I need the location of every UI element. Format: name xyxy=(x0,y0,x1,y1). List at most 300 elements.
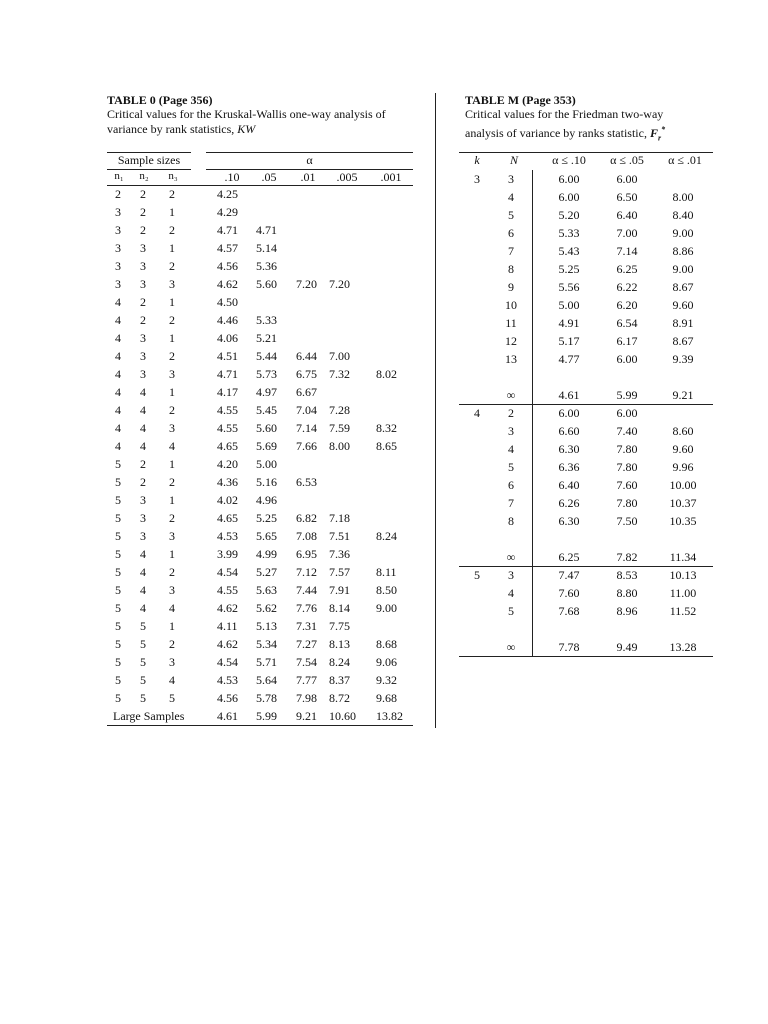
fr-critical-value-cell: 6.26 xyxy=(558,496,580,510)
fr-critical-value-cell: 10.37 xyxy=(669,496,697,510)
fr-table-row xyxy=(465,440,713,458)
kw-critical-value-cell: 4.99 xyxy=(256,547,277,561)
kw-col-n3: n₃ xyxy=(168,170,178,182)
kw-critical-value-cell: 7.36 xyxy=(329,547,350,561)
kw-large-label: Large Samples xyxy=(113,709,185,723)
kw-sample-size-cell: 5 xyxy=(115,493,121,507)
kw-sample-size-cell: 3 xyxy=(169,655,175,669)
fr-n-cell: 10 xyxy=(505,298,517,312)
kw-header-alpha: α xyxy=(306,153,313,167)
kw-sample-size-cell: 3 xyxy=(169,367,175,381)
kw-critical-value-cell: 5.25 xyxy=(256,511,277,525)
kw-sample-size-cell: 3 xyxy=(115,223,121,237)
kw-critical-value-cell: 5.60 xyxy=(256,277,277,291)
fr-table-row xyxy=(465,260,713,278)
kw-critical-value-cell: 8.14 xyxy=(329,601,350,615)
kw-critical-value-cell: 7.04 xyxy=(296,403,317,417)
kw-sample-size-cell: 5 xyxy=(115,565,121,579)
kw-critical-value-cell: 4.50 xyxy=(217,295,238,309)
kw-sample-size-cell: 2 xyxy=(169,511,175,525)
kw-critical-value-cell: 7.08 xyxy=(296,529,317,543)
kw-sample-size-cell: 3 xyxy=(140,331,146,345)
kw-sample-size-cell: 4 xyxy=(140,439,146,453)
kw-critical-value-cell: 4.29 xyxy=(217,205,238,219)
kw-large-a01: 9.21 xyxy=(296,709,317,723)
kw-critical-value-cell: 4.71 xyxy=(217,223,238,237)
kw-critical-value-cell: 6.82 xyxy=(296,511,317,525)
kw-sample-size-cell: 1 xyxy=(169,493,175,507)
fr-critical-value-cell: 5.00 xyxy=(558,298,580,312)
fr-table-row xyxy=(465,494,713,512)
kw-sample-size-cell: 1 xyxy=(169,295,175,309)
fr-n-cell: 6 xyxy=(508,478,514,492)
fr-critical-value-cell: 13.28 xyxy=(669,640,697,654)
kw-table-row xyxy=(107,383,413,401)
kw-critical-value-cell: 5.69 xyxy=(256,439,277,453)
fr-col-k: k xyxy=(474,153,480,167)
fr-critical-value-cell: 6.36 xyxy=(558,460,580,474)
kw-critical-value-cell: 5.73 xyxy=(256,367,277,381)
kw-sample-size-cell: 2 xyxy=(169,187,175,201)
kw-table-row xyxy=(107,653,413,671)
fr-table-row xyxy=(465,386,713,404)
fr-critical-value-cell: 6.00 xyxy=(616,406,638,420)
kw-critical-value-cell: 4.54 xyxy=(217,565,238,579)
fr-critical-value-cell: 10.13 xyxy=(669,568,697,582)
fr-k-cell: 3 xyxy=(474,172,480,186)
kw-sample-size-cell: 3 xyxy=(140,241,146,255)
fr-critical-value-cell: 5.43 xyxy=(558,244,580,258)
kw-sample-size-cell: 3 xyxy=(140,493,146,507)
kw-critical-value-cell: 5.64 xyxy=(256,673,277,687)
kw-sample-size-cell: 1 xyxy=(169,385,175,399)
kw-sample-size-cell: 1 xyxy=(169,241,175,255)
kw-critical-value-cell: 8.72 xyxy=(329,691,350,705)
fr-table-header xyxy=(465,152,713,170)
kw-critical-value-cell: 6.53 xyxy=(296,475,317,489)
fr-critical-value-cell: 7.82 xyxy=(616,550,638,564)
kw-sample-size-cell: 3 xyxy=(115,277,121,291)
kw-table-row xyxy=(107,581,413,599)
kw-critical-value-cell: 7.54 xyxy=(296,655,317,669)
fr-critical-value-cell: 8.86 xyxy=(672,244,694,258)
kw-critical-value-cell: 8.32 xyxy=(376,421,397,435)
kw-sample-size-cell: 2 xyxy=(169,223,175,237)
kw-sample-size-cell: 3 xyxy=(140,367,146,381)
kw-table-row xyxy=(107,275,413,293)
fr-critical-value-cell: 9.60 xyxy=(672,298,694,312)
fr-critical-value-cell: 10.35 xyxy=(669,514,697,528)
kw-sample-size-cell: 5 xyxy=(115,547,121,561)
kw-critical-value-cell: 5.60 xyxy=(256,421,277,435)
kw-sample-size-cell: 1 xyxy=(169,547,175,561)
fr-table-row xyxy=(465,548,713,566)
kw-col-a01: .01 xyxy=(300,170,316,184)
fr-critical-value-cell: 7.47 xyxy=(558,568,580,582)
fr-col-n: N xyxy=(509,153,518,167)
fr-critical-value-cell: 6.25 xyxy=(558,550,580,564)
fr-col-a01: α ≤ .01 xyxy=(668,153,702,167)
kw-sample-size-cell: 2 xyxy=(169,637,175,651)
fr-critical-value-cell: 7.60 xyxy=(558,586,580,600)
kw-col-n2: n₂ xyxy=(139,170,149,182)
kw-critical-value-cell: 4.62 xyxy=(217,277,238,291)
fr-table xyxy=(465,152,713,657)
fr-table-row xyxy=(465,350,713,368)
kw-critical-value-cell: 4.06 xyxy=(217,331,238,345)
fr-n-cell: 5 xyxy=(508,460,514,474)
kw-critical-value-cell: 8.24 xyxy=(329,655,350,669)
fr-statistic-symbol: $F_r^*$ xyxy=(649,125,666,143)
kw-critical-value-cell: 7.28 xyxy=(329,403,350,417)
kw-critical-value-cell: 7.18 xyxy=(329,511,350,525)
kw-sample-size-cell: 5 xyxy=(169,691,175,705)
kw-critical-value-cell: 9.68 xyxy=(376,691,397,705)
fr-col-a05: α ≤ .05 xyxy=(610,153,644,167)
fr-table-row xyxy=(465,530,713,548)
fr-critical-value-cell: 8.00 xyxy=(672,190,694,204)
kw-sample-size-cell: 3 xyxy=(140,511,146,525)
fr-critical-value-cell: 10.00 xyxy=(669,478,697,492)
fr-critical-value-cell: 5.17 xyxy=(558,334,580,348)
fr-table-row xyxy=(465,422,713,440)
fr-critical-value-cell: 5.56 xyxy=(558,280,580,294)
fr-n-cell: 3 xyxy=(508,568,514,582)
kw-critical-value-cell: 7.51 xyxy=(329,529,350,543)
fr-critical-value-cell: 6.00 xyxy=(558,190,580,204)
fr-table-row xyxy=(465,638,713,656)
fr-critical-value-cell: 8.40 xyxy=(672,208,694,222)
kw-sample-size-cell: 5 xyxy=(115,637,121,651)
kw-critical-value-cell: 8.00 xyxy=(329,439,350,453)
kw-critical-value-cell: 5.78 xyxy=(256,691,277,705)
kw-critical-value-cell: 8.11 xyxy=(376,565,397,579)
kw-sample-size-cell: 5 xyxy=(140,655,146,669)
kw-critical-value-cell: 5.13 xyxy=(256,619,277,633)
kw-table-row xyxy=(107,563,413,581)
kw-critical-value-cell: 7.77 xyxy=(296,673,317,687)
kw-critical-value-cell: 4.55 xyxy=(217,403,238,417)
kw-sample-size-cell: 5 xyxy=(115,583,121,597)
kw-sample-size-cell: 4 xyxy=(115,439,121,453)
kw-large-a10: 4.61 xyxy=(217,709,238,723)
fr-critical-value-cell: 6.00 xyxy=(558,172,580,186)
kw-critical-value-cell: 4.02 xyxy=(217,493,238,507)
fr-n-cell: 6 xyxy=(508,226,514,240)
kw-sample-size-cell: 3 xyxy=(169,421,175,435)
kw-sample-size-cell: 2 xyxy=(169,259,175,273)
kw-sample-size-cell: 1 xyxy=(169,457,175,471)
fr-n-cell: 4 xyxy=(508,190,514,204)
fr-n-cell: 12 xyxy=(505,334,517,348)
kw-sample-size-cell: 2 xyxy=(169,565,175,579)
kw-sample-size-cell: 4 xyxy=(169,601,175,615)
kw-critical-value-cell: 4.71 xyxy=(217,367,238,381)
kw-critical-value-cell: 4.51 xyxy=(217,349,238,363)
kw-table-body xyxy=(107,185,413,707)
kw-critical-value-cell: 4.54 xyxy=(217,655,238,669)
kw-col-a001: .001 xyxy=(380,170,402,184)
fr-critical-value-cell: 6.40 xyxy=(558,478,580,492)
fr-critical-value-cell: 8.80 xyxy=(616,586,638,600)
fr-critical-value-cell: 7.80 xyxy=(616,460,638,474)
kw-critical-value-cell: 5.65 xyxy=(256,529,277,543)
kw-table-row xyxy=(107,599,413,617)
kw-table-row xyxy=(107,365,413,383)
fr-table-row xyxy=(465,296,713,314)
fr-critical-value-cell: 8.91 xyxy=(672,316,694,330)
fr-critical-value-cell: 5.25 xyxy=(558,262,580,276)
kw-sample-size-cell: 5 xyxy=(115,655,121,669)
kw-col-a05: .05 xyxy=(261,170,277,184)
kw-critical-value-cell: 7.00 xyxy=(329,349,350,363)
fr-table-row xyxy=(465,242,713,260)
kw-sample-size-cell: 4 xyxy=(115,403,121,417)
kw-sample-size-cell: 2 xyxy=(169,475,175,489)
kw-sample-size-cell: 5 xyxy=(115,457,121,471)
kw-sample-size-cell: 5 xyxy=(115,691,121,705)
fr-n-cell: 13 xyxy=(505,352,517,366)
kw-critical-value-cell: 8.24 xyxy=(376,529,397,543)
fr-subtitle-line1: Critical values for the Friedman two-way xyxy=(465,107,664,121)
kw-subtitle-line1: Critical values for the Kruskal-Wallis one-way analysis of xyxy=(107,107,386,121)
kw-sample-size-cell: 5 xyxy=(115,601,121,615)
kw-sample-size-cell: 1 xyxy=(169,619,175,633)
kw-critical-value-cell: 4.55 xyxy=(217,583,238,597)
kw-table-row xyxy=(107,509,413,527)
kw-sample-size-cell: 3 xyxy=(140,529,146,543)
kw-sample-size-cell: 2 xyxy=(140,313,146,327)
kw-table-row xyxy=(107,185,413,203)
fr-table-row xyxy=(465,458,713,476)
kw-sample-size-cell: 3 xyxy=(169,529,175,543)
kw-critical-value-cell: 4.46 xyxy=(217,313,238,327)
fr-n-cell: ∞ xyxy=(506,388,516,402)
kw-sample-size-cell: 2 xyxy=(140,295,146,309)
kw-critical-value-cell: 8.65 xyxy=(376,439,397,453)
fr-subtitle-line2: analysis of variance by ranks statistic, $F_r^*$ xyxy=(465,125,666,143)
fr-n-cell: 7 xyxy=(508,496,514,510)
kw-critical-value-cell: 9.00 xyxy=(376,601,397,615)
kw-critical-value-cell: 8.13 xyxy=(329,637,350,651)
kw-sample-size-cell: 4 xyxy=(115,295,121,309)
fr-n-cell: 3 xyxy=(508,424,514,438)
kw-sample-size-cell: 5 xyxy=(115,475,121,489)
fr-critical-value-cell: 6.00 xyxy=(616,172,638,186)
kw-critical-value-cell: 4.25 xyxy=(217,187,238,201)
kw-critical-value-cell: 7.75 xyxy=(329,619,350,633)
fr-n-cell: 9 xyxy=(508,280,514,294)
kw-critical-value-cell: 5.33 xyxy=(256,313,277,327)
kw-table-row xyxy=(107,257,413,275)
fr-table-row xyxy=(465,332,713,350)
kw-critical-value-cell: 5.27 xyxy=(256,565,277,579)
kw-critical-value-cell: 7.91 xyxy=(329,583,350,597)
kw-sample-size-cell: 3 xyxy=(140,259,146,273)
kw-critical-value-cell: 7.31 xyxy=(296,619,317,633)
fr-table-row xyxy=(465,368,713,386)
kw-subtitle-line2: variance by rank statistics, KW xyxy=(107,122,256,136)
kw-statistic-symbol: KW xyxy=(237,122,256,136)
kw-critical-value-cell: 8.68 xyxy=(376,637,397,651)
kw-sample-size-cell: 2 xyxy=(169,349,175,363)
kw-table-row xyxy=(107,311,413,329)
kw-sample-size-cell: 3 xyxy=(169,277,175,291)
kw-critical-value-cell: 4.55 xyxy=(217,421,238,435)
kw-table-row xyxy=(107,401,413,419)
kw-critical-value-cell: 4.62 xyxy=(217,601,238,615)
fr-n-cell: 5 xyxy=(508,604,514,618)
fr-critical-value-cell: 9.21 xyxy=(672,388,694,402)
fr-k-cell: 5 xyxy=(474,568,480,582)
kw-critical-value-cell: 4.71 xyxy=(256,223,277,237)
fr-critical-value-cell: 7.00 xyxy=(616,226,638,240)
kw-critical-value-cell: 8.37 xyxy=(329,673,350,687)
kw-critical-value-cell: 4.62 xyxy=(217,637,238,651)
fr-critical-value-cell: 9.00 xyxy=(672,262,694,276)
kw-sample-size-cell: 5 xyxy=(140,673,146,687)
kw-critical-value-cell: 4.56 xyxy=(217,259,238,273)
kw-critical-value-cell: 6.44 xyxy=(296,349,317,363)
fr-critical-value-cell: 8.53 xyxy=(616,568,638,582)
kw-sample-size-cell: 4 xyxy=(140,421,146,435)
fr-critical-value-cell: 5.20 xyxy=(558,208,580,222)
kw-table-row xyxy=(107,221,413,239)
kw-sample-size-cell: 5 xyxy=(140,691,146,705)
kw-critical-value-cell: 7.44 xyxy=(296,583,317,597)
kw-critical-value-cell: 6.75 xyxy=(296,367,317,381)
kw-sample-size-cell: 5 xyxy=(115,511,121,525)
fr-critical-value-cell: 6.00 xyxy=(558,406,580,420)
kw-critical-value-cell: 7.14 xyxy=(296,421,317,435)
kw-critical-value-cell: 9.32 xyxy=(376,673,397,687)
kw-sample-size-cell: 4 xyxy=(140,583,146,597)
kw-sample-size-cell: 4 xyxy=(115,349,121,363)
friedman-section xyxy=(465,93,713,654)
kw-sample-size-cell: 4 xyxy=(115,313,121,327)
kw-sample-size-cell: 2 xyxy=(140,457,146,471)
fr-table-row xyxy=(465,278,713,296)
kw-critical-value-cell: 4.20 xyxy=(217,457,238,471)
fr-table-row xyxy=(465,512,713,530)
fr-table-row xyxy=(465,476,713,494)
kw-critical-value-cell: 4.65 xyxy=(217,511,238,525)
fr-critical-value-cell: 7.40 xyxy=(616,424,638,438)
kw-sample-size-cell: 4 xyxy=(115,367,121,381)
fr-critical-value-cell: 7.14 xyxy=(616,244,638,258)
kw-critical-value-cell: 5.14 xyxy=(256,241,277,255)
fr-critical-value-cell: 9.00 xyxy=(672,226,694,240)
kw-sample-size-cell: 2 xyxy=(115,187,121,201)
page-divider xyxy=(435,93,436,728)
kw-sample-size-cell: 3 xyxy=(115,241,121,255)
fr-table-body xyxy=(465,170,713,657)
kw-critical-value-cell: 4.65 xyxy=(217,439,238,453)
kw-sample-size-cell: 2 xyxy=(140,223,146,237)
fr-table-row xyxy=(465,206,713,224)
fr-n-cell: 3 xyxy=(508,172,514,186)
fr-critical-value-cell: 8.67 xyxy=(672,334,694,348)
kw-header-sample-sizes: Sample sizes xyxy=(117,153,181,167)
kw-sample-size-cell: 4 xyxy=(169,673,175,687)
kw-critical-value-cell: 6.67 xyxy=(296,385,317,399)
kw-table-row xyxy=(107,635,413,653)
kw-sample-size-cell: 2 xyxy=(140,187,146,201)
fr-n-cell: 5 xyxy=(508,208,514,222)
kw-critical-value-cell: 5.36 xyxy=(256,259,277,273)
fr-table-row xyxy=(465,620,713,638)
fr-critical-value-cell: 11.34 xyxy=(669,550,697,564)
fr-critical-value-cell: 6.25 xyxy=(616,262,638,276)
fr-critical-value-cell: 8.96 xyxy=(616,604,638,618)
kw-critical-value-cell: 8.50 xyxy=(376,583,397,597)
fr-n-cell: 2 xyxy=(508,406,514,420)
fr-critical-value-cell: 6.60 xyxy=(558,424,580,438)
fr-critical-value-cell: 4.91 xyxy=(558,316,580,330)
fr-critical-value-cell: 9.39 xyxy=(672,352,694,366)
fr-critical-value-cell: 6.30 xyxy=(558,514,580,528)
kw-table-title: TABLE 0 (Page 356) xyxy=(107,93,213,107)
kw-critical-value-cell: 7.98 xyxy=(296,691,317,705)
kw-critical-value-cell: 3.99 xyxy=(217,547,238,561)
kw-critical-value-cell: 5.21 xyxy=(256,331,277,345)
kw-table-row xyxy=(107,689,413,707)
fr-table-title: TABLE M (Page 353) xyxy=(465,93,576,107)
fr-critical-value-cell: 7.68 xyxy=(558,604,580,618)
fr-critical-value-cell: 7.60 xyxy=(616,478,638,492)
kw-critical-value-cell: 5.44 xyxy=(256,349,277,363)
fr-critical-value-cell: 5.33 xyxy=(558,226,580,240)
fr-table-row xyxy=(465,404,713,422)
kw-sample-size-cell: 2 xyxy=(140,475,146,489)
fr-critical-value-cell: 6.50 xyxy=(616,190,638,204)
fr-n-cell: ∞ xyxy=(506,550,516,564)
kw-large-a005: 10.60 xyxy=(329,709,356,723)
kw-critical-value-cell: 4.36 xyxy=(217,475,238,489)
kw-col-a005: .005 xyxy=(336,170,358,184)
kw-sample-size-cell: 4 xyxy=(140,385,146,399)
fr-critical-value-cell: 6.20 xyxy=(616,298,638,312)
kw-sample-size-cell: 4 xyxy=(169,439,175,453)
kw-critical-value-cell: 4.96 xyxy=(256,493,277,507)
kw-critical-value-cell: 7.12 xyxy=(296,565,317,579)
fr-n-cell: 11 xyxy=(505,316,517,330)
kw-critical-value-cell: 4.17 xyxy=(217,385,238,399)
kw-table-row xyxy=(107,419,413,437)
kw-table-row xyxy=(107,293,413,311)
kw-sample-size-cell: 4 xyxy=(115,421,121,435)
kw-sample-size-cell: 3 xyxy=(115,205,121,219)
kw-critical-value-cell: 8.02 xyxy=(376,367,397,381)
kw-critical-value-cell: 4.11 xyxy=(217,619,238,633)
fr-critical-value-cell: 6.40 xyxy=(616,208,638,222)
kw-sample-size-cell: 2 xyxy=(169,313,175,327)
fr-critical-value-cell: 5.99 xyxy=(616,388,638,402)
kw-critical-value-cell: 5.00 xyxy=(256,457,277,471)
fr-critical-value-cell: 11.00 xyxy=(669,586,697,600)
kw-sample-size-cell: 3 xyxy=(140,277,146,291)
kw-critical-value-cell: 7.20 xyxy=(329,277,350,291)
kw-sample-size-cell: 3 xyxy=(169,583,175,597)
kw-table-row xyxy=(107,473,413,491)
kw-critical-value-cell: 5.34 xyxy=(256,637,277,651)
kw-table-row xyxy=(107,545,413,563)
fr-n-cell: 4 xyxy=(508,586,514,600)
kw-table-row xyxy=(107,347,413,365)
fr-table-row xyxy=(465,314,713,332)
kw-sample-size-cell: 2 xyxy=(169,403,175,417)
kw-sample-size-cell: 5 xyxy=(115,673,121,687)
